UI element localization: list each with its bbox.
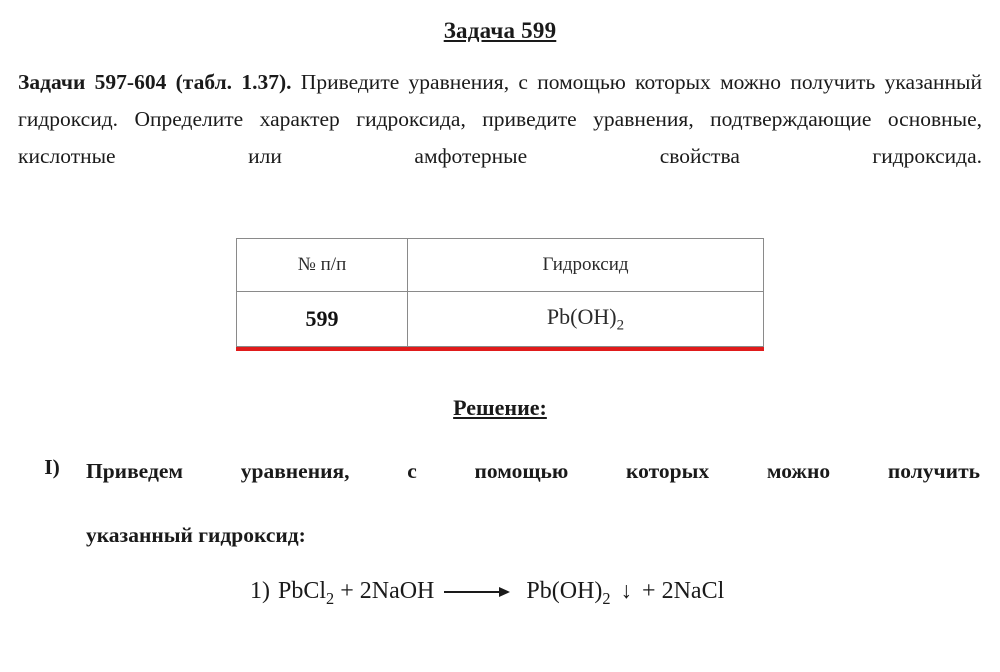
step-text-line-2: указанный гидроксид: [86,523,306,548]
equation-plus-1: + [340,577,354,604]
document-page [0,18,1000,672]
equation-1 [18,578,982,608]
table-cell-number: 599 [237,291,408,346]
step-text [86,455,982,552]
table-header-hydroxide: Гидроксид [408,238,764,291]
problem-statement [18,64,982,212]
precipitate-arrow-icon: ↓ [620,577,633,603]
equation-plus-2: + [642,577,656,604]
hydroxide-table [236,238,764,347]
equation-product-1-base: Pb(OH) [526,577,603,604]
step-text-line-1: Приведем уравнения, с помощью которых можно получить [86,458,980,483]
solution-heading: Решение: [453,394,547,420]
equation-number: 1) [250,577,270,604]
solution-step [18,455,982,552]
equation-product-2: 2NaCl [661,577,725,604]
table-red-underline [236,347,764,351]
step-label: I) [44,454,60,479]
hydroxide-formula-sub: 2 [616,317,625,334]
table-header-number: № п/п [237,238,408,291]
reaction-arrow-icon [444,587,516,597]
equation-reactant-2: 2NaOH [359,577,435,604]
page-title: Задача 599 [443,18,557,43]
table-cell-hydroxide [408,291,764,346]
equation-product-1-sub: 2 [602,588,611,608]
table-body [237,291,764,346]
table-row [237,291,764,346]
hydroxide-formula-base: Pb(OH) [546,303,617,329]
equation-reactant-1-base: PbCl [278,577,327,604]
equation-reactant-1-sub: 2 [326,588,335,608]
hydroxide-table-wrapper [18,238,982,347]
problem-lead: Задачи 597-604 (табл. 1.37). [18,70,292,94]
problem-body: Приведите уравнения, с помощью которых можно получить указанный гидроксид. Определите характер гидроксида, приведите уравнения, подтверждающие основные, кислотные или амфотерные свойства гидроксида. [18,70,982,168]
table-header-row [237,238,764,291]
table-head [237,238,764,291]
